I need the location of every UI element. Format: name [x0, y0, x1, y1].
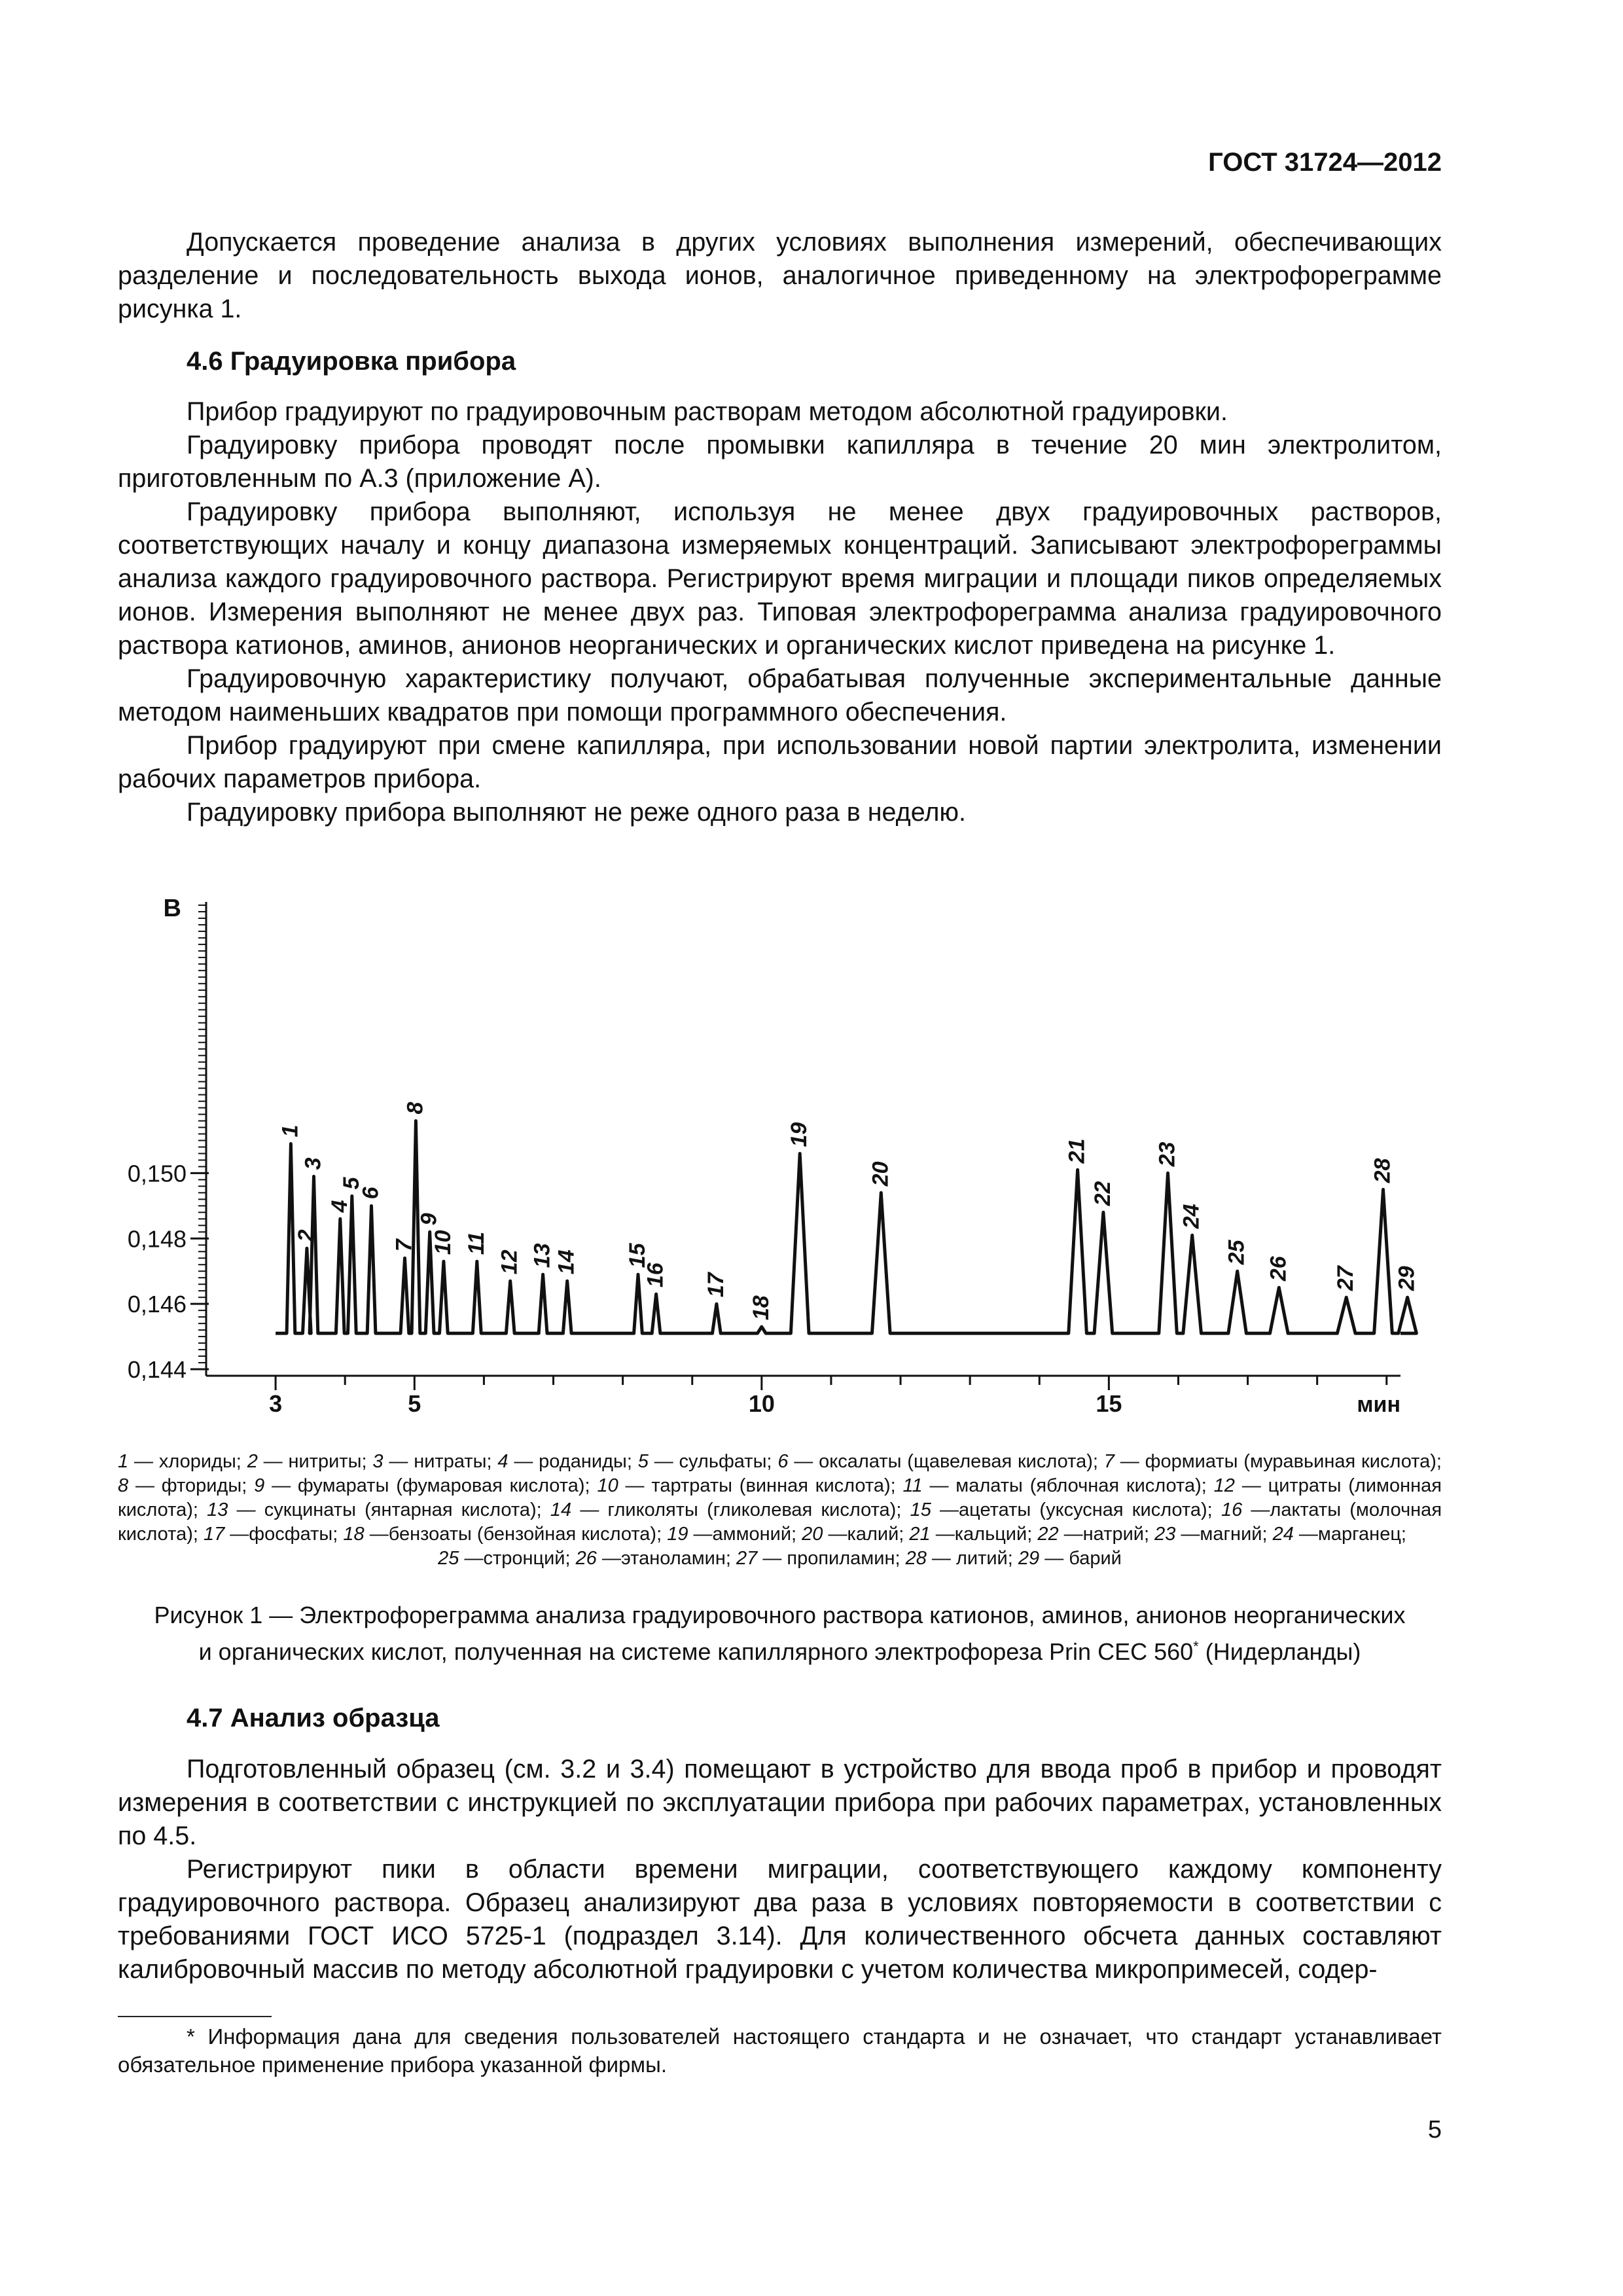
peak-label: 12 — [497, 1249, 522, 1275]
legend-number: 28 — [905, 1548, 927, 1569]
paragraph: Прибор градуируют при смене капилляра, при использовании новой партии электролита, изменении рабочих параметров прибора. — [118, 731, 1442, 793]
legend-number: 9 — [254, 1475, 265, 1496]
legend-number: 25 — [438, 1548, 459, 1569]
legend-number: 5 — [637, 1451, 649, 1472]
legend-number: 17 — [203, 1524, 225, 1545]
peak-label: 2 — [293, 1229, 319, 1242]
x-tick-label: 3 — [269, 1390, 283, 1417]
peak-label: 29 — [1394, 1266, 1419, 1291]
legend-number: 22 — [1037, 1524, 1059, 1545]
legend-number: 29 — [1018, 1548, 1040, 1569]
x-tick-label: 10 — [748, 1390, 775, 1417]
section-4-7-body — [118, 1753, 1442, 1986]
paragraph: Градуировку прибора выполняют, используя не менее двух градуировочных растворов, соответствующих началу и концу диапазона измеряемых концентраций. Записывают электрофореграммы анализа каждого градуировочного раствора. Регистрируют время миграции и площади пиков определяемых ионов. Измерения выполняют не менее двух раз. Типовая электрофореграмма анализа градуировочного раствора катионов, аминов, анионов неорганических и органических кислот приведена на рисунке 1. — [118, 497, 1442, 660]
peak-label: 14 — [554, 1249, 579, 1275]
peak-label: 4 — [327, 1200, 352, 1213]
legend-number: 21 — [909, 1524, 931, 1545]
legend-number: 7 — [1103, 1451, 1115, 1472]
caption-line-2: и органических кислот, полученная на системе капиллярного электрофореза Prin CEC 560* (Нидерланды) — [198, 1638, 1361, 1665]
legend-number: 27 — [736, 1548, 758, 1569]
section-4-6-body — [118, 395, 1442, 829]
peak-label: 1 — [277, 1124, 303, 1138]
x-tick-label: 15 — [1096, 1390, 1122, 1417]
peak-label: 24 — [1179, 1204, 1204, 1229]
electropherogram-chart — [98, 890, 1472, 1427]
section-4-6-heading: 4.6 Градуировка прибора — [187, 347, 516, 376]
caption-line-1: Рисунок 1 — Электрофореграмма анализа градуировочного раствора катионов, аминов, анионов неорганических — [154, 1602, 1406, 1628]
legend-number: 4 — [497, 1451, 508, 1472]
paragraph: Градуировку прибора проводят после промывки капилляра в течение 20 мин электролитом, приготовленным по А.3 (приложение А). — [118, 431, 1442, 493]
legend-number: 6 — [777, 1451, 789, 1472]
legend-number: 14 — [550, 1499, 572, 1520]
peak-label: 8 — [402, 1102, 428, 1115]
y-tick-label: 0,150 — [127, 1160, 187, 1187]
peak-labels — [277, 1102, 1419, 1321]
legend-number: 24 — [1272, 1524, 1294, 1545]
chart-axes — [128, 895, 1400, 1417]
x-tick-label: 5 — [408, 1390, 421, 1417]
peak-label: 9 — [416, 1213, 442, 1226]
peak-label: 15 — [624, 1243, 650, 1268]
peak-label: 13 — [529, 1243, 555, 1268]
legend-number: 10 — [597, 1475, 618, 1496]
legend-number: 19 — [667, 1524, 688, 1545]
legend-number: 23 — [1154, 1524, 1176, 1545]
signal-trace — [276, 1121, 1416, 1334]
peak-label: 27 — [1333, 1266, 1359, 1291]
peak-label: 16 — [643, 1263, 668, 1288]
legend-number: 1 — [118, 1451, 129, 1472]
peak-label: 28 — [1370, 1158, 1395, 1183]
peak-label: 25 — [1224, 1240, 1249, 1265]
peak-label: 10 — [430, 1230, 455, 1255]
legend-number: 20 — [802, 1524, 823, 1545]
intro-paragraph: Допускается проведение анализа в других условиях выполнения измерений, обеспечивающих разделение и последовательность выхода ионов, аналогичное приведенному на электрофореграмме рисунка 1. — [118, 228, 1442, 323]
y-tick-label: 0,148 — [127, 1225, 187, 1253]
legend-number: 18 — [343, 1524, 365, 1545]
paragraph: Прибор градуируют по градуировочным растворам методом абсолютной градуировки. — [187, 397, 1228, 426]
footnote-separator — [118, 2016, 272, 2017]
paragraph: Градуировочную характеристику получают, обрабатывая полученные экспериментальные данные методом наименьших квадратов при помощи программного обеспечения. — [118, 664, 1442, 726]
figure-legend — [118, 1450, 1442, 1571]
peak-label: 20 — [868, 1161, 893, 1187]
legend-number: 11 — [902, 1475, 923, 1496]
y-tick-label: 0,146 — [127, 1291, 187, 1318]
section-4-7-heading: 4.7 Анализ образца — [187, 1704, 440, 1732]
peak-label: 23 — [1154, 1141, 1180, 1167]
peak-label: 5 — [338, 1177, 364, 1190]
paragraph: Подготовленный образец (см. 3.2 и 3.4) помещают в устройство для ввода проб в прибор и проводят измерения в соответствии с инструкцией по эксплуатации прибора при рабочих параметрах, установленных по 4.5. — [118, 1755, 1442, 1850]
peak-label: 22 — [1090, 1181, 1115, 1206]
peak-label: 6 — [358, 1187, 383, 1200]
legend-number: 26 — [575, 1548, 597, 1569]
legend-number: 16 — [1221, 1499, 1243, 1520]
peak-label: 7 — [391, 1239, 417, 1252]
footnote-text: * Информация дана для сведения пользователей настоящего стандарта и не означает, что стандарт устанавливает обязательное применение прибора указанной фирмы. — [118, 2024, 1442, 2077]
legend-number: 12 — [1213, 1475, 1235, 1496]
peak-label: 3 — [300, 1157, 326, 1170]
peak-label: 26 — [1266, 1256, 1291, 1282]
page-number: 5 — [1427, 2116, 1442, 2144]
legend-number: 3 — [372, 1451, 383, 1472]
figure-caption — [118, 1600, 1442, 1668]
x-axis-label: мин — [1357, 1392, 1400, 1417]
peak-label: 19 — [787, 1122, 812, 1147]
y-tick-label: 0,144 — [127, 1356, 187, 1384]
intro-paragraph-block — [118, 226, 1442, 326]
legend-number: 13 — [207, 1499, 228, 1520]
legend-last-line: 25 —стронций; 26 —этаноламин; 27 — пропиламин; 28 — литий; 29 — барий — [438, 1548, 1122, 1569]
peak-label: 17 — [703, 1272, 728, 1298]
document-code-header: ГОСТ 31724—2012 — [1208, 148, 1442, 177]
legend-number: 8 — [118, 1475, 129, 1496]
peak-label: 18 — [748, 1295, 774, 1321]
peak-label: 11 — [463, 1231, 489, 1255]
legend-number: 15 — [910, 1499, 931, 1520]
paragraph: Градуировку прибора выполняют не реже одного раза в неделю. — [187, 798, 966, 827]
y-axis-label: В — [163, 895, 181, 922]
legend-number: 2 — [247, 1451, 258, 1472]
footnote — [118, 2022, 1442, 2079]
peak-label: 21 — [1064, 1138, 1090, 1164]
legend-main-text: 1 — хлориды; 2 — нитриты; 3 — нитраты; 4 — роданиды; 5 — сульфаты; 6 — оксалаты (щавелевая кислота); 7 — формиаты (муравьиная кислота); 8 — фториды; 9 — фумараты (фумаровая кислота); 10 — тартраты (винная кислота); 11 — малаты (яблочная кислота); 12 — цитраты (лимонная кислота); 13 — сукцинаты (янтарная кислота); 14 — гликоляты (гликолевая кислота); 15 —ацетаты (уксусная кислота); 16 —лактаты (молочная кислота); 17 —фосфаты; 18 —бензоаты (бензойная кислота); 19 —аммоний; 20 —калий; 21 —кальций; 22 —натрий; 23 —магний; 24 —марганец; — [118, 1451, 1442, 1545]
paragraph: Регистрируют пики в области времени миграции, соответствующего каждому компоненту градуировочного раствора. Образец анализируют два раза в условиях повторяемости в соответствии с требованиями ГОСТ ИСО 5725-1 (подраздел 3.14). Для количественного обсчета данных составляют калибровочный массив по методу абсолютной градуировки с учетом количества микропримесей, содер- — [118, 1855, 1442, 1984]
footnote-mark: * — [1193, 1638, 1199, 1655]
